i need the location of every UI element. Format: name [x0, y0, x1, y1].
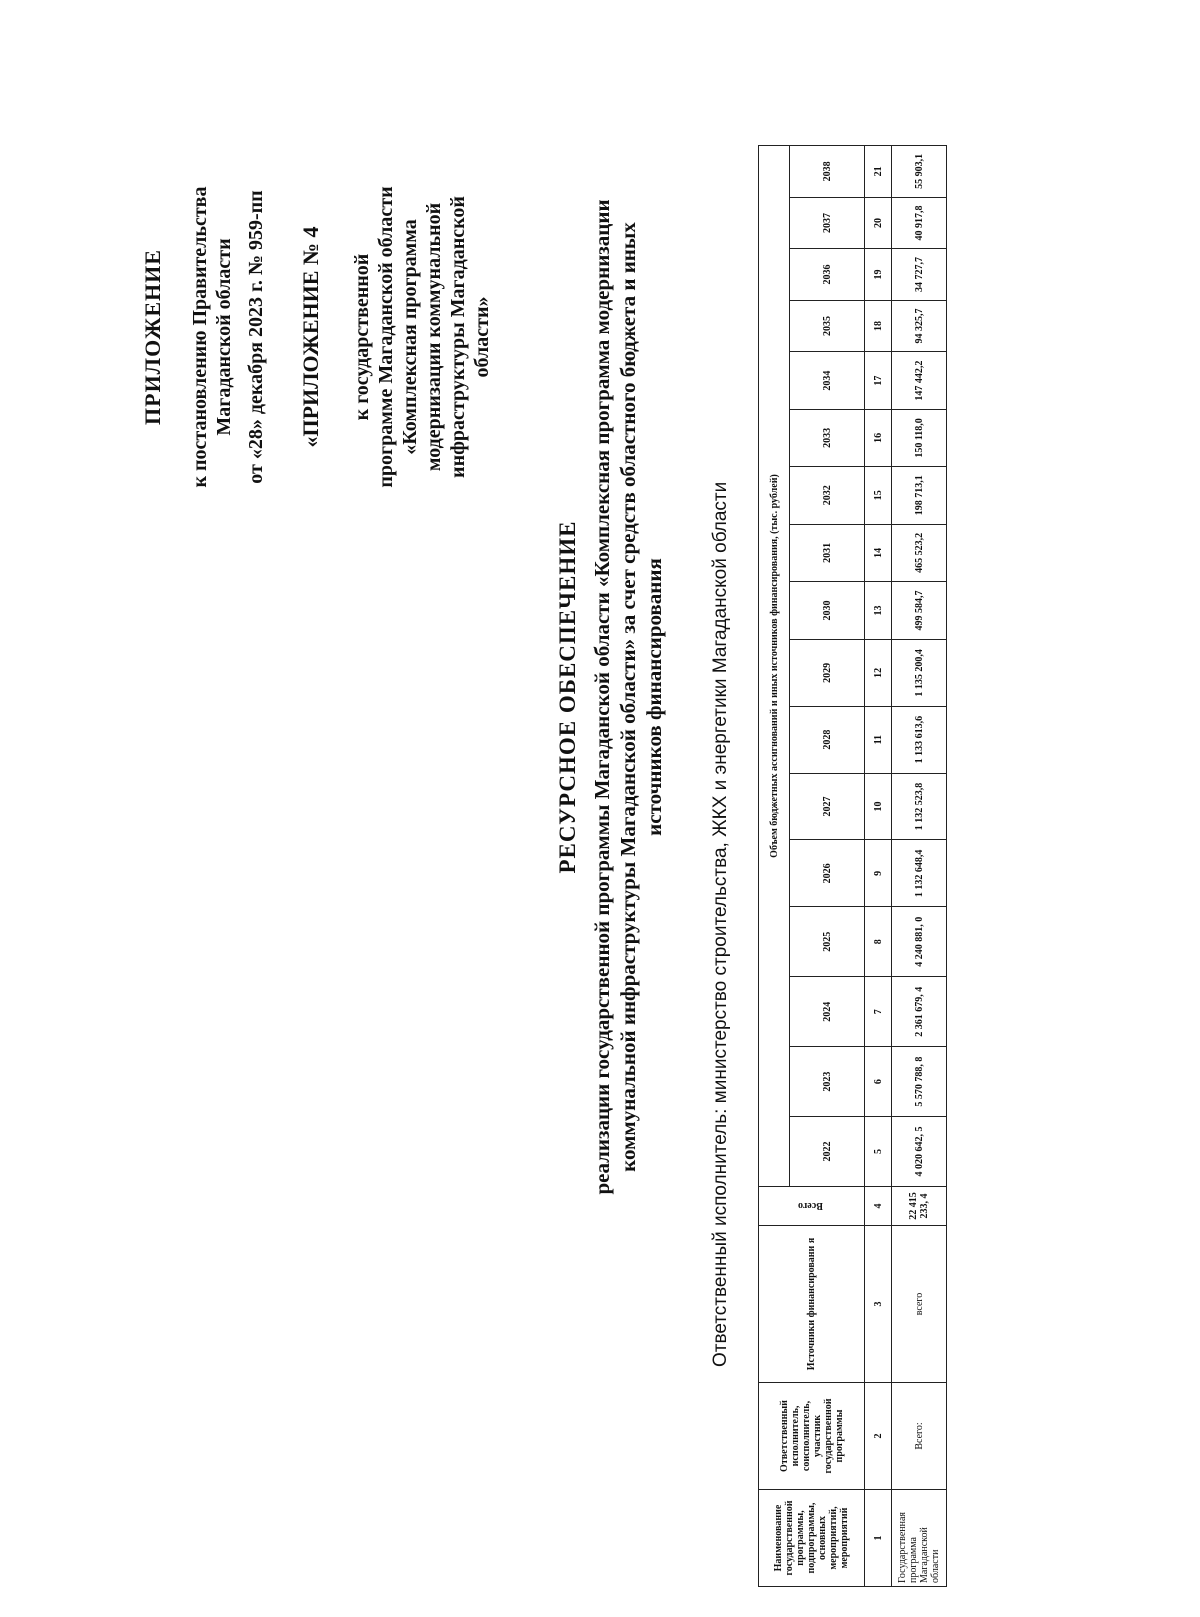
row-source: всего	[892, 1226, 947, 1383]
row-value: 4 240 881, 0	[892, 907, 947, 977]
document-title: РЕСУРСНОЕ ОБЕСПЕЧЕНИЕ	[555, 520, 580, 874]
column-number: 19	[865, 249, 892, 301]
col-header-source: Источники финансировани я	[759, 1226, 865, 1383]
year-header: 2024	[790, 977, 865, 1047]
year-header: 2029	[790, 639, 865, 706]
column-number: 9	[865, 840, 892, 907]
table-row	[892, 146, 947, 1587]
header-line: области»	[471, 296, 493, 378]
row-value: 5 570 788, 8	[892, 1047, 947, 1117]
row-value: 55 903,1	[892, 146, 947, 198]
row-value: 40 917,8	[892, 197, 947, 249]
year-header: 2038	[790, 146, 865, 198]
document-subtitle-line: коммунальной инфраструктуры Магаданской области» за счет средств областного бюджета и иных	[616, 222, 640, 1172]
row-name: Государственная программа Магаданской области	[892, 1490, 947, 1587]
row-value: 1 132 523,8	[892, 773, 947, 840]
column-number: 7	[865, 977, 892, 1047]
header-line: «Комплексная программа	[399, 219, 421, 455]
row-value: 150 118,0	[892, 409, 947, 466]
row-value: 4 020 642, 5	[892, 1117, 947, 1187]
header-line: модернизации коммунальной	[423, 202, 445, 472]
year-header: 2025	[790, 907, 865, 977]
year-header: 2037	[790, 197, 865, 249]
header-line: от «28» декабря 2023 г. № 959-пп	[245, 190, 267, 484]
resource-table	[758, 145, 947, 1587]
appendix-header	[140, 57, 494, 617]
year-header: 2032	[790, 466, 865, 524]
header-line: к государственной	[351, 253, 373, 421]
year-header: 2030	[790, 582, 865, 640]
header-line: к постановлению Правительства	[189, 186, 211, 488]
row-value: 1 132 648,4	[892, 840, 947, 907]
document-title-block	[555, 157, 667, 1237]
year-header: 2026	[790, 840, 865, 907]
year-header: 2023	[790, 1047, 865, 1117]
appendix-number: «ПРИЛОЖЕНИЕ № 4	[298, 226, 323, 448]
column-number: 6	[865, 1047, 892, 1117]
year-header: 2033	[790, 409, 865, 466]
row-value: 94 325,7	[892, 300, 947, 352]
column-number: 15	[865, 466, 892, 524]
year-header: 2036	[790, 249, 865, 301]
header-line: Магаданской области	[213, 238, 235, 436]
col-header-executor: Ответственный исполнитель, соисполнитель, участник государственной программы	[759, 1383, 865, 1490]
year-header: 2028	[790, 706, 865, 773]
column-number: 17	[865, 352, 892, 410]
year-header: 2035	[790, 300, 865, 352]
column-number: 10	[865, 773, 892, 840]
header-line: инфраструктуры Магаданской	[447, 196, 469, 478]
document-subtitle-line: реализации государственной программы Магаданской области «Комплексная программа модернизации	[590, 199, 614, 1195]
row-value: 1 135 200,4	[892, 639, 947, 706]
header-line: программе Магаданской области	[375, 186, 397, 488]
column-number: 21	[865, 146, 892, 198]
row-total: 22 415 233, 4	[892, 1187, 947, 1226]
row-executor: Всего:	[892, 1383, 947, 1490]
year-header: 2034	[790, 352, 865, 410]
column-number: 11	[865, 706, 892, 773]
appendix-title: ПРИЛОЖЕНИЕ	[140, 249, 165, 425]
column-number: 3	[865, 1226, 892, 1383]
column-number: 18	[865, 300, 892, 352]
column-number: 5	[865, 1117, 892, 1187]
row-value: 198 713,1	[892, 466, 947, 524]
row-value: 147 442,2	[892, 352, 947, 410]
column-number: 14	[865, 524, 892, 582]
row-value: 2 361 679, 4	[892, 977, 947, 1047]
column-number: 20	[865, 197, 892, 249]
column-number-row	[865, 146, 892, 1587]
year-header: 2022	[790, 1117, 865, 1187]
year-header: 2027	[790, 773, 865, 840]
row-value: 499 584,7	[892, 582, 947, 640]
column-number: 1	[865, 1490, 892, 1587]
col-header-total	[759, 1187, 865, 1226]
row-value: 1 133 613,6	[892, 706, 947, 773]
column-number: 12	[865, 639, 892, 706]
total-label: Всего	[797, 1200, 823, 1212]
column-number: 8	[865, 907, 892, 977]
responsible-executor: Ответственный исполнитель: министерство строительства, ЖКХ и энергетики Магаданской области	[710, 481, 731, 1367]
year-header: 2031	[790, 524, 865, 582]
row-value: 465 523,2	[892, 524, 947, 582]
column-number: 2	[865, 1383, 892, 1490]
column-number: 13	[865, 582, 892, 640]
volume-header: Объем бюджетных ассигнований и иных источников финансирования, (тыс. рублей)	[759, 146, 790, 1187]
column-number: 16	[865, 409, 892, 466]
document-subtitle-line: источников финансирования	[642, 558, 666, 836]
column-number: 4	[865, 1187, 892, 1226]
row-value: 34 727,7	[892, 249, 947, 301]
col-header-name: Наименование государственной программы, подпрограммы, основных мероприятий, мероприятий	[759, 1490, 865, 1587]
